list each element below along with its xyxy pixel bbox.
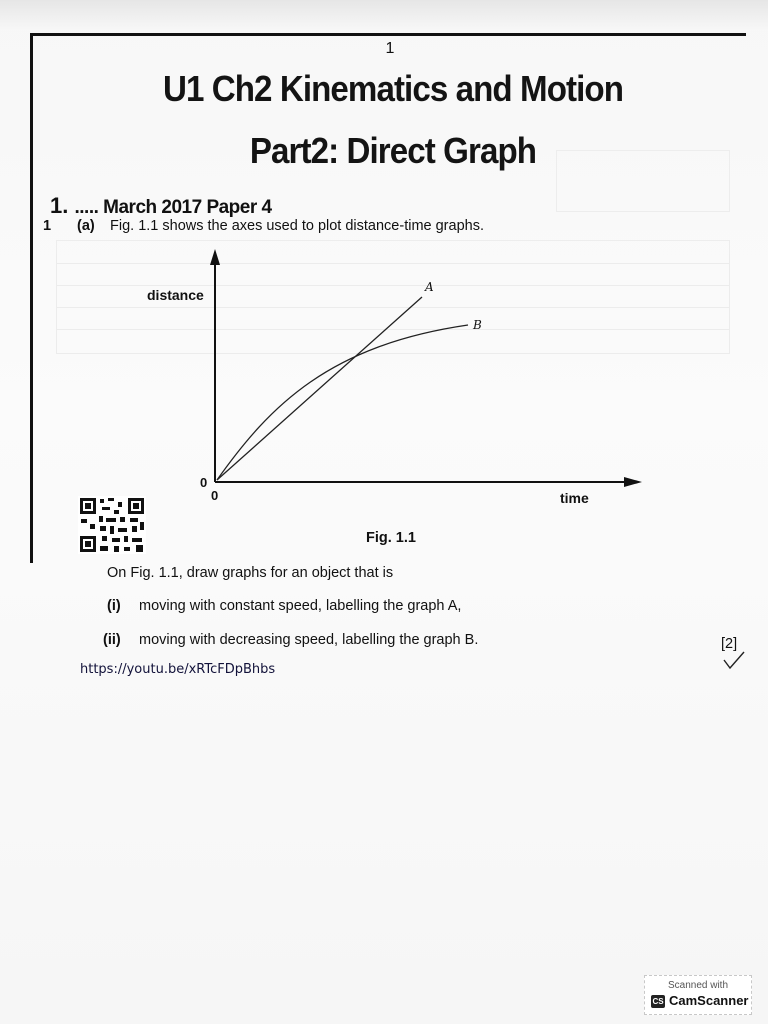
sub-item-label-ii: (ii) — [103, 632, 121, 648]
sub-item-label-i: (i) — [107, 598, 121, 614]
question-part-label: (a) — [77, 218, 95, 234]
scanner-caption: Scanned with — [667, 980, 729, 991]
graph-curve-b — [217, 325, 468, 480]
frame-top-border — [30, 33, 746, 36]
origin-x-label: 0 — [211, 488, 219, 503]
distance-time-graph — [147, 245, 660, 515]
question-intro: Fig. 1.1 shows the axes used to plot distance-time graphs. — [110, 218, 484, 234]
question-heading — [50, 193, 272, 219]
origin-y-label: 0 — [200, 475, 208, 490]
question-index: 1. — [50, 193, 69, 218]
page-subtitle: Part2: Direct Graph — [249, 130, 537, 171]
line-b-label: B — [473, 318, 482, 332]
camscanner-logo-icon: CS — [652, 997, 664, 1006]
tick-mark-icon — [722, 650, 746, 670]
y-axis-label: distance — [147, 287, 204, 303]
x-axis-arrow-icon — [624, 477, 642, 487]
line-a-label: A — [425, 280, 434, 294]
video-link[interactable]: https://youtu.be/xRTcFDpBhbs — [80, 662, 276, 677]
frame-left-border — [30, 33, 33, 563]
page-top-shadow — [0, 0, 768, 30]
camscanner-watermark — [644, 975, 752, 1015]
figure-caption: Fig. 1.1 — [366, 530, 416, 546]
page-number: 1 — [385, 40, 395, 57]
question-instruction: On Fig. 1.1, draw graphs for an object that is — [107, 565, 394, 581]
sub-item-text-i: moving with constant speed, labelling the graph A, — [139, 598, 462, 614]
qr-code-icon[interactable] — [78, 496, 146, 554]
question-margin-number: 1 — [43, 218, 52, 234]
graph-line-a — [217, 297, 422, 480]
marks-label: [2] — [721, 636, 738, 652]
y-axis-arrow-icon — [210, 249, 220, 265]
question-source: ..... March 2017 Paper 4 — [74, 197, 272, 218]
sub-item-text-ii: moving with decreasing speed, labelling the graph B. — [139, 632, 479, 648]
x-axis-label: time — [560, 490, 589, 506]
page-title: U1 Ch2 Kinematics and Motion — [162, 68, 624, 109]
scanner-brand: CamScanner — [669, 993, 749, 1008]
